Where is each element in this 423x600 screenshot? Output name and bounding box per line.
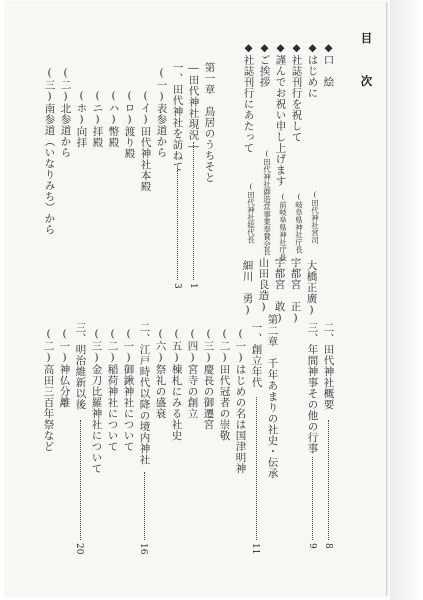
- chapter-1-heading: 第一章 鳥居のうちそと: [203, 62, 216, 183]
- part-label: 北参道から: [59, 103, 72, 158]
- toc-item: [91, 328, 102, 474]
- author-name: 山田良造): [257, 257, 270, 314]
- toc-item: [155, 328, 166, 419]
- toc-item: [43, 328, 54, 452]
- toc-item: [219, 328, 230, 441]
- toc-item: [108, 90, 119, 148]
- item-number: (三): [202, 328, 215, 364]
- page-number: 1: [188, 283, 198, 289]
- toc-item: [124, 90, 135, 159]
- item-label: 稲荷神社について: [106, 364, 119, 452]
- chapter-1-section-3: 三、年間神事その他の行事: [306, 322, 319, 454]
- front-item-foreword: [307, 42, 318, 99]
- item-number: (二): [218, 328, 231, 364]
- dot-leader: [328, 420, 329, 540]
- item-number: (ハ): [107, 90, 120, 126]
- dot-leader: [256, 397, 257, 540]
- item-number: (一): [58, 328, 71, 364]
- front-label: はじめに: [306, 54, 319, 99]
- page-number: 11: [250, 543, 260, 555]
- item-label: 向拝: [75, 126, 88, 148]
- part-number: (三): [43, 67, 56, 103]
- front-label: 社誌刊行にあたって: [242, 54, 255, 154]
- author-name: 宇都宮 敢): [273, 257, 286, 325]
- item-number: (一): [234, 328, 247, 364]
- item-label: 祭礼の盛衰: [154, 364, 167, 419]
- front-item-greetings: [275, 42, 286, 187]
- item-label: 渡り殿: [123, 126, 136, 159]
- toc-item: [140, 90, 151, 192]
- item-label: 金刀比羅神社について: [90, 364, 103, 474]
- part-label: 表参道から: [155, 103, 168, 158]
- front-label: 口 絵: [322, 54, 335, 88]
- author-title: (田代神社宮司: [310, 190, 320, 244]
- chapter-1-section-1: 一、田代神社を訪ねて: [171, 62, 184, 172]
- toc-item: [123, 328, 134, 452]
- item-number: (一): [122, 328, 135, 364]
- item-label: 田代神社本殿: [139, 126, 152, 192]
- item-label: 慶長の御遷宮: [202, 364, 215, 430]
- item-number: (二): [42, 328, 55, 364]
- toc-item: [59, 328, 70, 408]
- item-number: (ホ): [75, 90, 88, 126]
- item-label: 神仏分離: [58, 364, 71, 408]
- book-page: [4, 2, 387, 596]
- dot-leader: [312, 457, 313, 540]
- item-number: (ロ): [123, 90, 136, 126]
- front-item-congrats: [291, 42, 302, 143]
- diamond-bullet-icon: ◆: [322, 42, 335, 55]
- toc-item: [171, 328, 182, 441]
- chapter-2-section-1: 一、創立年代: [250, 322, 263, 388]
- item-number: (五): [170, 328, 183, 364]
- item-label: 棟札にみる社史: [170, 364, 183, 441]
- front-label: ご挨拶: [258, 54, 271, 88]
- author-title: (田代神社御造営事業奉賛会長: [262, 149, 272, 256]
- author-title: (田代神社総代長: [246, 182, 256, 244]
- item-label: はじめの名は国津明神: [234, 364, 247, 474]
- chapter-1-subtitle: ―田代神社現況―: [187, 62, 200, 153]
- diamond-bullet-icon: ◆: [242, 42, 255, 55]
- toc-item: [76, 90, 87, 148]
- dot-leader: [144, 472, 145, 540]
- page-number: 16: [138, 543, 148, 555]
- item-label: 宮寺の創立: [186, 364, 199, 419]
- item-number: (六): [154, 328, 167, 364]
- page-number: 8: [323, 543, 333, 549]
- chapter-1-part-iii: [44, 67, 55, 235]
- author-title: (岐阜県神社庁長: [294, 192, 304, 254]
- chapter-1-part-i: [156, 67, 167, 158]
- dot-leader: [177, 170, 178, 280]
- page-number: 20: [74, 543, 84, 555]
- item-label: 幣殿: [107, 126, 120, 148]
- item-label: 高田三百年祭など: [42, 364, 55, 452]
- item-label: 御鍬神社について: [122, 364, 135, 452]
- item-number: (イ): [139, 90, 152, 126]
- front-label: 謹んでお祝い申し上げます: [274, 54, 287, 187]
- part-label: 南参道（いなりみち）から: [43, 103, 56, 235]
- author-name: 細川 勇): [241, 260, 254, 317]
- item-number: (三): [90, 328, 103, 364]
- front-item-frontispiece: [323, 42, 334, 88]
- item-number: (四): [186, 328, 199, 364]
- diamond-bullet-icon: ◆: [290, 42, 303, 55]
- front-item-publication-note: [243, 42, 254, 154]
- toc-item: [107, 328, 118, 452]
- page-title: 目 次: [359, 32, 374, 97]
- toc-item: [235, 328, 246, 474]
- diamond-bullet-icon: ◆: [306, 42, 319, 55]
- page-number: 3: [172, 283, 182, 289]
- part-number: (一): [155, 67, 168, 103]
- front-label: 社誌刊行を祝して: [290, 54, 303, 143]
- chapter-2-section-2: 二、江戸時代以降の境内神社: [138, 322, 151, 465]
- toc-item: [92, 90, 103, 148]
- dot-leader: [80, 420, 81, 540]
- author-name: 宇都宮 正): [289, 257, 302, 325]
- item-label: 田代冠者の崇敬: [218, 364, 231, 441]
- author-title: (前岐阜県神社庁長: [278, 192, 288, 261]
- item-number: (ニ): [91, 90, 104, 126]
- diamond-bullet-icon: ◆: [274, 42, 287, 55]
- page-number: 9: [307, 543, 317, 549]
- toc-item: [187, 328, 198, 419]
- part-number: (二): [59, 67, 72, 103]
- chapter-2-heading: 第二章 千年あまりの社史・伝承: [266, 314, 279, 479]
- diamond-bullet-icon: ◆: [258, 42, 271, 55]
- item-label: 拝殿: [91, 126, 104, 148]
- front-item-address: [259, 42, 270, 88]
- item-number: (二): [106, 328, 119, 364]
- scan-edge: [390, 0, 423, 600]
- chapter-1-section-2: 二、田代神社概要: [322, 322, 335, 410]
- author-name: 大橋正廣): [305, 260, 318, 317]
- chapter-2-section-3: 三、明治維新以後: [74, 322, 87, 410]
- dot-leader: [193, 142, 194, 280]
- toc-item: [203, 328, 214, 430]
- chapter-1-part-ii: [60, 67, 71, 158]
